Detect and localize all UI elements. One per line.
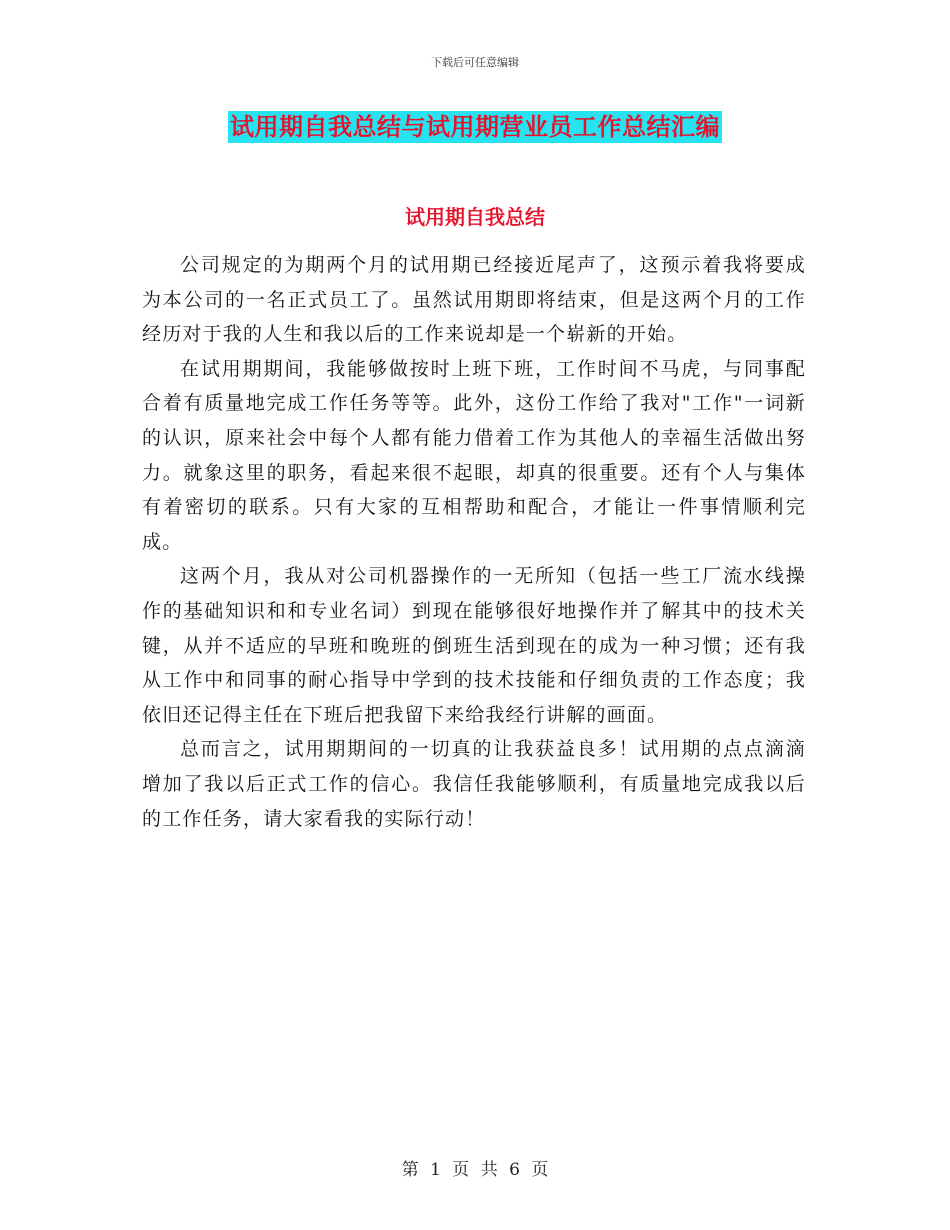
main-title: 试用期自我总结与试用期营业员工作总结汇编: [230, 113, 720, 141]
paragraph-3: 这两个月，我从对公司机器操作的一无所知（包括一些工厂流水线操作的基础知识和和专业名词）到现在能够很好地操作并了解其中的技术关键，从并不适应的早班和晚班的倒班生活到现在的成为一种习惯；还有我从工作中和同事的耐心指导中学到的技术技能和仔细负责的工作态度；我依旧还记得主任在下班后把我留下来给我经行讲解的画面。: [142, 565, 806, 726]
page-number-footer: 第 1 页 共 6 页: [401, 1160, 549, 1180]
section-title: 试用期自我总结: [405, 205, 545, 229]
main-title-container: [0, 111, 950, 143]
header-note: 下载后可任意编辑: [431, 56, 519, 69]
paragraph-4: 总而言之，试用期期间的一切真的让我获益良多！试用期的点点滴滴增加了我以后正式工作的信心。我信任我能够顺利，有质量地完成我以后的工作任务，请大家看我的实际行动！: [142, 738, 806, 830]
document-body: [142, 248, 806, 836]
paragraph-2: 在试用期期间，我能够做按时上班下班，工作时间不马虎，与同事配合着有质量地完成工作任务等等。此外，这份工作给了我对"工作"一词新的认识，原来社会中每个人都有能力借着工作为其他人的幸福生活做出努力。就象这里的职务，看起来很不起眼，却真的很重要。还有个人与集体有着密切的联系。只有大家的互相帮助和配合，才能让一件事情顺利完成。: [142, 357, 806, 553]
paragraph-1: 公司规定的为期两个月的试用期已经接近尾声了，这预示着我将要成为本公司的一名正式员工了。虽然试用期即将结束，但是这两个月的工作经历对于我的人生和我以后的工作来说却是一个崭新的开始。: [142, 254, 806, 346]
